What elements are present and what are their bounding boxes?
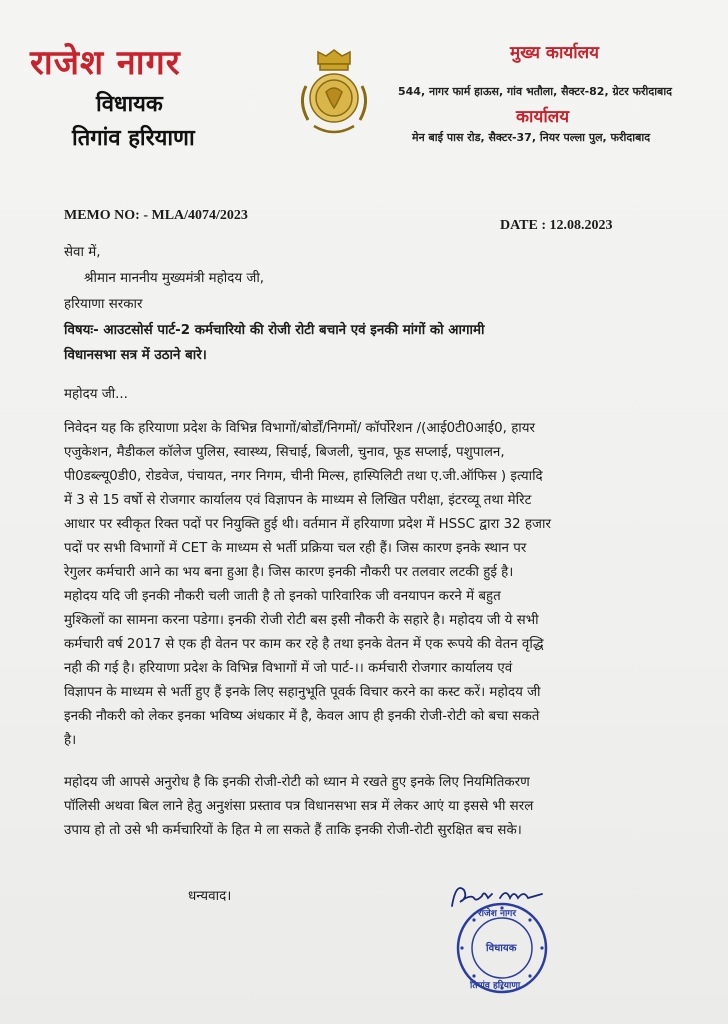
body-line: महोदय यदि जी इनकी नौकरी चली जाती है तो इनको पारिवारिक जी वनयापन करने में बहुत	[64, 589, 501, 604]
stamp-constituency: तिगांव हरियाणा	[470, 981, 521, 991]
memo-number: MEMO NO: - MLA/4074/2023	[64, 208, 248, 223]
body-line: विज्ञापन के माध्यम से भर्ती हुए हैं इनके लिए सहानुभूति पूवर्क विचार करने का कस्ट करें। महोदय जी	[64, 685, 541, 700]
subject-line: विधानसभा सत्र में उठाने बारे।	[64, 348, 207, 363]
body-line: पी0डब्ल्यू0डी0, रोडवेज, पंचायत, नगर निगम, चीनी मिल्स, हास्पिलिटी तथा ए.जी.ऑफिस ) इत्यादि	[64, 469, 543, 484]
body-line: में 3 से 15 वर्षो से रोजगार कार्यालय एवं विज्ञापन के माध्यम से लिखित परीक्षा, इंटरव्यू तथा मेरिट	[64, 493, 532, 508]
office-address: मेन बाई पास रोड, सैक्टर-37, नियर पल्ला पुल, फरीदाबाद	[412, 131, 651, 144]
body-line: आधार पर स्वीकृत रिक्त पदों पर नियुक्ति हुई थी। वर्तमान में हरियाणा प्रदेश में HSSC द्वारा 32 हजार	[64, 517, 551, 532]
office-title: कार्यालय	[516, 107, 570, 127]
official-stamp	[454, 900, 550, 996]
stamp-name: राजेश नागर	[478, 909, 517, 919]
body-line: निवेदन यह कि हरियाणा प्रदेश के विभिन्न विभागों/बोर्डों/निगमों/ कॉर्पोरेशन /(आई0टी0आई0, हायर	[64, 421, 536, 436]
salutation: महोदय जी...	[64, 387, 128, 402]
body-line: कर्मचारी वर्ष 2017 से एक ही वेतन पर काम कर रहे है तथा इनके वेतन में एक रूपये की वेतन वृद्धि	[64, 637, 544, 652]
body-line: उपाय हो तो उसे भी कर्मचारियों के हित मे ला सकते हैं ताकि इनकी रोजी-रोटी सुरक्षित बच सके।	[64, 823, 522, 838]
subject-line: विषयः- आउटसोर्स पार्ट-2 कर्मचारियो की रोजी रोटी बचाने एवं इनकी मांगों को आगामी	[64, 323, 485, 338]
body-line: नही की गई है। हरियाणा प्रदेश के विभिन्न विभागों में जो पार्ट-।। कर्मचारी रोजगार कार्यालय एवं	[64, 661, 513, 676]
head-office-address: 544, नागर फार्म हाऊस, गांव भतौला, सैक्टर-82, ग्रेटर फरीदाबाद	[398, 85, 673, 98]
body-line: इनकी नौकरी को लेकर इनका भविष्य अंधकार में है, केवल आप ही इनकी रोजी-रोटी को बचा सकते	[64, 709, 540, 724]
body-line: पदों पर सभी विभागों में CET के माध्यम से भर्ती प्रक्रिया चल रही हैं। जिस कारण इनके स्थान पर	[64, 541, 527, 556]
haryana-emblem-icon	[290, 46, 378, 144]
closing-thanks: धन्यवाद।	[188, 888, 232, 904]
address-line: सेवा में,	[64, 245, 101, 260]
address-line: श्रीमान माननीय मुख्यमंत्री महोदय जी,	[84, 271, 265, 286]
letterhead-designation: विधायक	[96, 92, 163, 117]
letter-date: DATE : 12.08.2023	[500, 218, 613, 233]
body-line: रेगुलर कर्मचारी आने का भय बना हुआ है। जिस कारण इनकी नौकरी पर तलवार लटकी हुई है।	[64, 565, 514, 580]
body-line: है।	[64, 733, 77, 748]
head-office-title: मुख्य कार्यालय	[510, 43, 599, 63]
letterhead-constituency: तिगांव हरियाणा	[72, 126, 195, 151]
letterhead-name: राजेश नागर	[30, 43, 181, 83]
address-line: हरियाणा सरकार	[64, 297, 143, 312]
body-line: पॉलिसी अथवा बिल लाने हेतु अनुशंसा प्रस्ताव पत्र विधानसभा सत्र में लेकर आएं या इससे भी सरल	[64, 799, 534, 814]
stamp-designation: विधायक	[486, 943, 517, 954]
body-line: एजुकेशन, मैडीकल कॉलेज पुलिस, स्वास्थ्य, सिचाई, बिजली, चुनाव, फूड सप्लाई, पशुपालन,	[64, 445, 505, 460]
body-line: महोदय जी आपसे अनुरोध है कि इनकी रोजी-रोटी को ध्यान मे रखते हुए इनके लिए नियमितिकरण	[64, 775, 530, 790]
body-line: मुश्किलों का सामना करना पडेगा। इनकी रोजी रोटी बस इसी नौकरी के सहारे है। महोदय जी ये सभी	[64, 613, 539, 628]
